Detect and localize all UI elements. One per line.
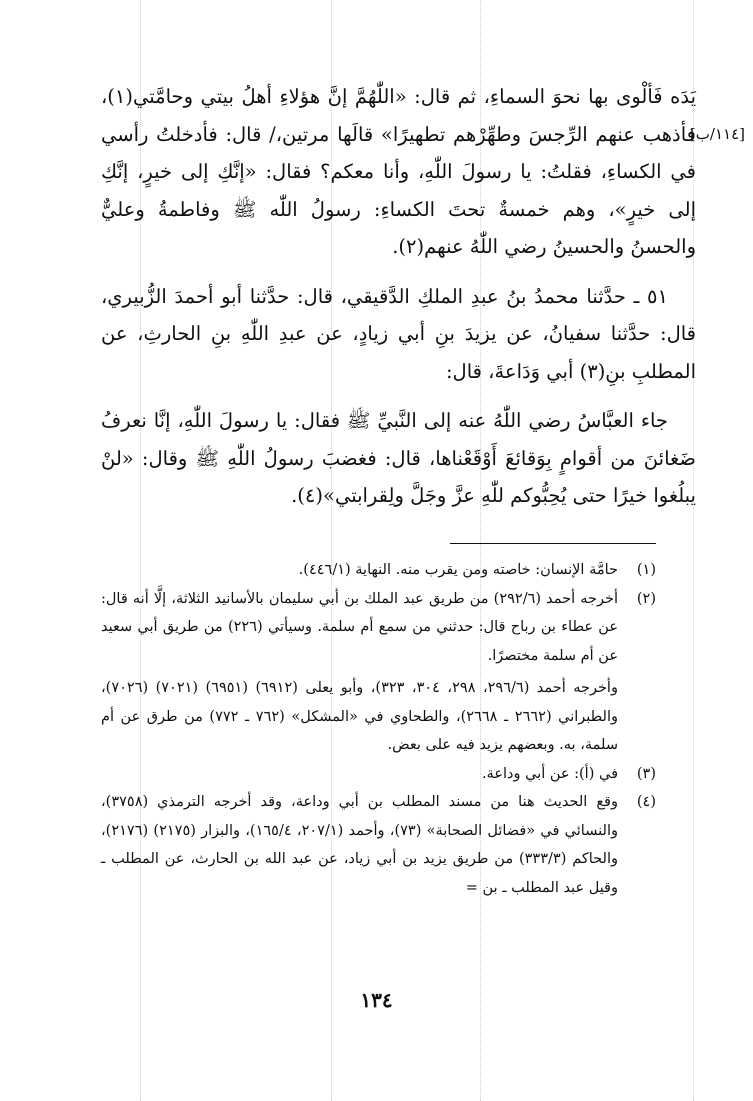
- footnote-3: [101, 760, 656, 789]
- footnotes-block: [101, 556, 656, 902]
- footnote-number: (٣): [636, 765, 656, 782]
- footnote-text: حامَّة الإنسان: خاصته ومن يقرب منه. النهاية (٤٤٦/١).: [298, 562, 618, 578]
- footnote-4: [101, 788, 656, 902]
- main-paragraph: يَدَه فَألْوى بها نحوَ السماءِ، ثم قال: «اللّٰهُمَّ إنَّ هؤلاءِ أهلُ بيتي وحامَّتي(١)، فأذهب عنهم الرِّجسَ وطهِّرْهم تطهيرًا» قالَها مرتين،/ قال: فأدخلتُ رأسي في الكساءِ، فقلتُ: يا رسولَ اللّٰهِ، وأنا معكم؟ فقال: «إنَّكِ إلى خيرٍ، إنَّكِ إلى خيرٍ»، وهم خمسةٌ تحتَ الكساءِ: رسولُ اللّٰه ﷺ وفاطمةُ وعليٌّ والحسنُ والحسينُ رضي اللّٰهُ عنهم(٢).: [101, 85, 696, 258]
- footnote-separator: [450, 543, 656, 544]
- footnote-1: [101, 556, 656, 585]
- manuscript-folio-marker: [١١٤/ب]: [689, 125, 745, 143]
- footnote-text: في (أ): عن أبي وداعة.: [481, 765, 618, 782]
- hadith-51-matn: جاء العبَّاسُ رضي اللّٰهُ عنه إلى النَّبيِّ ﷺ فقال: يا رسولَ اللّٰهِ، إنَّا نعرفُ ضَغائنَ من أقوامٍ بِوَقائعَ أَوْقَعْناها، قال: فغضبَ رسولُ اللّٰهِ ﷺ وقال: «لنْ يبلُغوا خيرًا حتى يُحِبُّوكم للّٰهِ عزَّ وجَلَّ ولِقرابتي»(٤).: [101, 409, 696, 507]
- footnote-number: (١): [636, 562, 656, 578]
- footnote-number: (٢): [636, 590, 656, 607]
- footnote-text: أخرجه أحمد (٢٩٢/٦) من طريق عبد الملك بن أبي سليمان بالأسانيد الثلاثة، إلَّا أنه قال: عن عطاء بن رباح قال: حدثني من سمع أم سلمة. وسيأتي (٢٢٦) من طريق أبي سعيد عن أم سلمة مختصرًا.: [101, 590, 619, 664]
- page-number: ١٣٤: [360, 988, 393, 1012]
- footnote-number: (٤): [636, 794, 656, 810]
- main-text-block: [101, 78, 696, 515]
- footnote-text: وأخرجه أحمد (٢٩٦/٦، ٢٩٨، ٣٠٤، ٣٢٣)، وأبو يعلى (٦٩١٢) (٦٩٥١) (٧٠٢١) (٧٠٢٦)، والطبراني (٢٦٦٢ ـ ٢٦٦٨)، والطحاوي في «المشكل» (٧٦٢ ـ ٧٧٢) من طرق عن أم سلمة، به. وبعضهم يزيد فيه على بعض.: [101, 680, 618, 753]
- footnote-text: وقع الحديث هنا من مسند المطلب بن أبي وداعة، وقد أخرجه الترمذي (٣٧٥٨)، والنسائي في «فضائل الصحابة» (٧٣)، وأحمد (٢٠٧/١، ١٦٥/٤)، والبزار (٢١٧٥) (٢١٧٦)، والحاكم (٣٣٣/٣) من طريق يزيد بن أبي زياد، عن عبد الله بن الحارث، عن المطلب ـ وقيل عبد المطلب ـ بن =: [101, 794, 619, 896]
- hadith-51-isnad: ٥١ ـ حدَّثنا محمدُ بنُ عبدِ الملكِ الدَّقيقي، قال: حدَّثنا أبو أحمدَ الزُّبيري، قال: حدَّثنا سفيانُ، عن يزيدَ بنِ أبي زيادٍ، عن عبدِ اللّٰهِ بنِ الحارثِ، عن المطلبِ بنِ(٣) أبي وَدَاعةَ، قال:: [101, 284, 696, 383]
- footnote-2: [101, 585, 656, 760]
